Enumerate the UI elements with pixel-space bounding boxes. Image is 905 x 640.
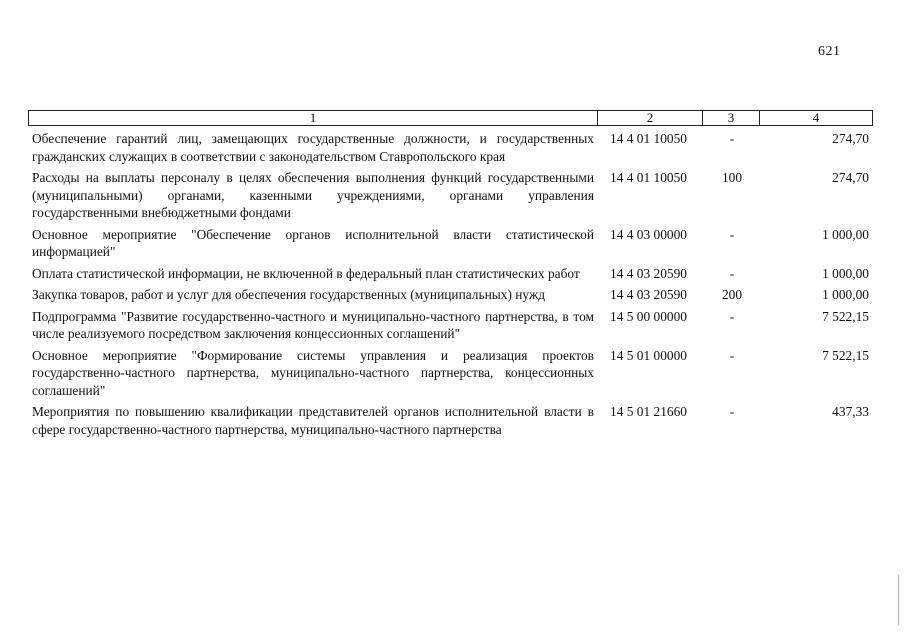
- row-expense-type: 200: [721, 287, 743, 302]
- row-name: Обеспечение гарантий лиц, замещающих государственные должности, и государственных гражданских служащих в соответствии с законодательством Ставропольского края: [32, 131, 594, 164]
- row-expense-type: -: [729, 131, 735, 146]
- table-row: [32, 308, 872, 343]
- row-name: Основное мероприятие "Формирование системы управления и реализация проектов государственно-частного партнерства, муниципально-частного партнерства, концессионных соглашений": [32, 347, 594, 398]
- row-expense-type: -: [729, 226, 735, 242]
- row-code: 14 4 03 20590: [610, 287, 687, 302]
- table-row: [32, 226, 872, 261]
- row-amount: 7 522,15: [822, 347, 869, 363]
- row-expense-type: -: [729, 308, 735, 324]
- row-code: 14 4 01 10050: [610, 131, 687, 146]
- row-name: Расходы на выплаты персоналу в целях обеспечения выполнения функций государственными (муниципальными) органами, казенными учреждениями, органами управления государственными внебюджетными фондами: [32, 170, 594, 220]
- row-expense-type: -: [729, 265, 735, 281]
- row-code: 14 5 00 00000: [610, 308, 687, 324]
- row-code: 14 4 03 00000: [610, 226, 687, 242]
- row-amount: 1 000,00: [822, 265, 869, 281]
- table-row: [32, 403, 872, 438]
- row-amount: 7 522,15: [822, 308, 869, 324]
- column-header-2: 2: [598, 111, 703, 126]
- row-amount: 274,70: [832, 131, 869, 146]
- column-header-4: 4: [760, 111, 873, 126]
- row-code: 14 5 01 21660: [610, 404, 687, 419]
- row-amount: 1 000,00: [822, 287, 869, 302]
- row-expense-type: 100: [721, 170, 743, 185]
- row-expense-type: -: [729, 347, 735, 363]
- column-header-1: 1: [29, 111, 598, 126]
- table-row: [32, 286, 872, 304]
- row-name: Закупка товаров, работ и услуг для обеспечения государственных (муниципальных) нужд: [32, 287, 546, 302]
- row-code: 14 4 01 10050: [610, 170, 687, 185]
- page-number: 621: [818, 44, 841, 59]
- table-row: [32, 347, 872, 400]
- row-amount: 274,70: [832, 170, 869, 185]
- row-amount: 1 000,00: [822, 226, 869, 242]
- row-name: Мероприятия по повышению квалификации представителей органов исполнительной власти в сфере государственно-частного партнерства, муниципально-частного партнерства: [32, 404, 594, 437]
- table-row: [32, 265, 872, 283]
- row-amount: 437,33: [832, 404, 869, 419]
- row-name: Подпрограмма "Развитие государственно-частного и муниципально-частного партнерства, в том числе реализуемого посредством заключения концессионных соглашений": [32, 308, 594, 341]
- table-row: [32, 130, 872, 165]
- row-expense-type: -: [729, 404, 735, 419]
- budget-table-body: [32, 130, 872, 442]
- table-row: [32, 169, 872, 222]
- scan-edge-mark: [898, 575, 899, 625]
- column-header-table: [28, 110, 873, 126]
- row-name: Оплата статистической информации, не включенной в федеральный план статистических работ: [32, 265, 580, 281]
- column-header-row: [29, 111, 873, 126]
- row-name: Основное мероприятие "Обеспечение органов исполнительной власти статистической информацией": [32, 226, 594, 259]
- column-header-3: 3: [703, 111, 760, 126]
- row-code: 14 4 03 20590: [610, 265, 687, 281]
- row-code: 14 5 01 00000: [610, 347, 687, 363]
